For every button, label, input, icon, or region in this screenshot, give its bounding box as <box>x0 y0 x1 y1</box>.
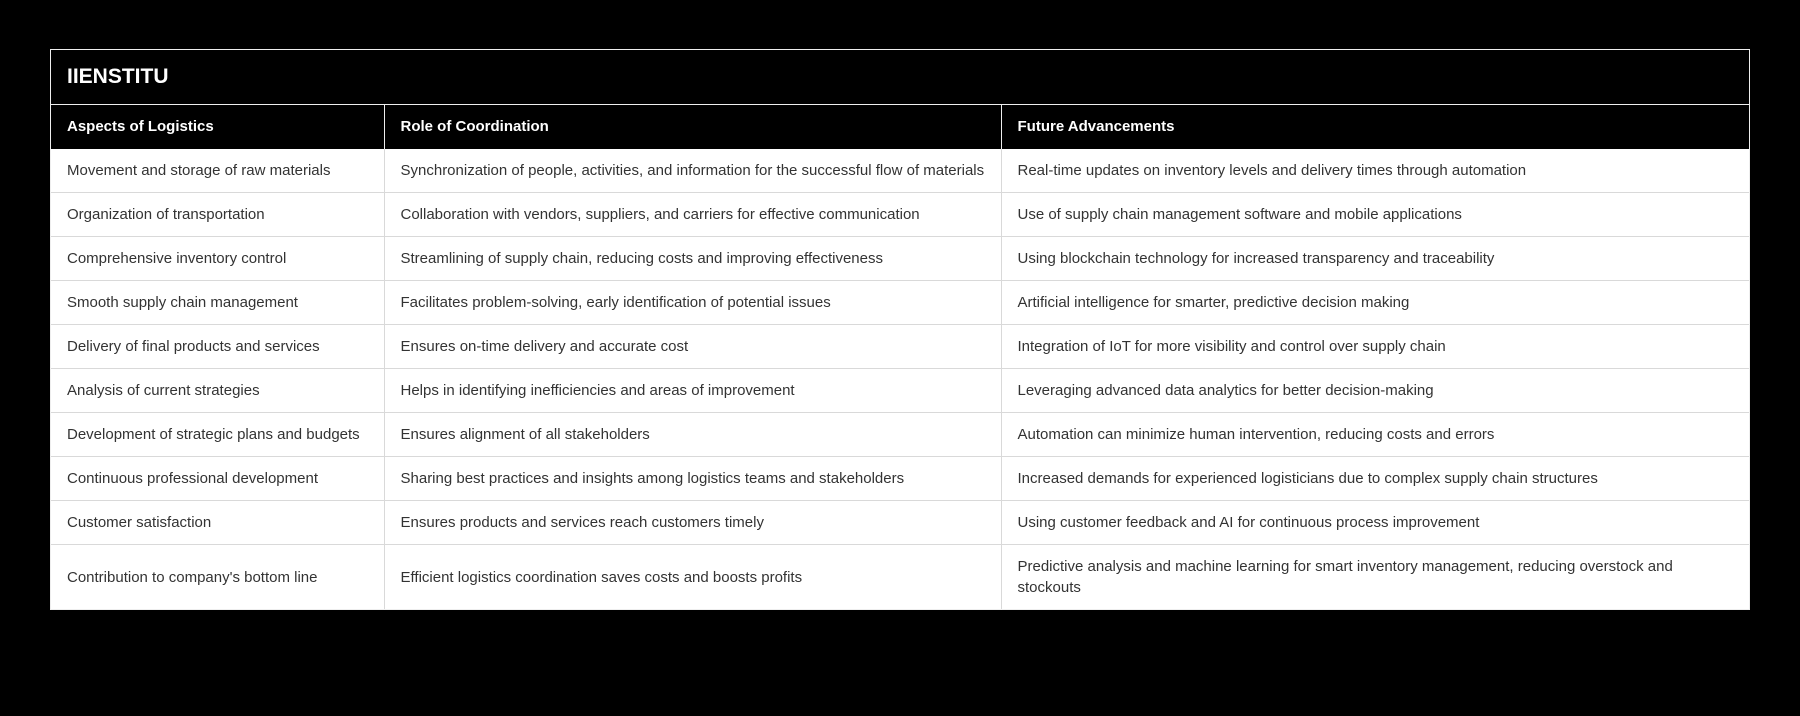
table-row <box>51 193 1749 237</box>
table-cell: Efficient logistics coordination saves costs and boosts profits <box>384 545 1001 610</box>
table-row <box>51 457 1749 501</box>
table-cell: Increased demands for experienced logisticians due to complex supply chain structures <box>1001 457 1749 501</box>
table-cell: Ensures on-time delivery and accurate cost <box>384 325 1001 369</box>
table-row <box>51 413 1749 457</box>
table-cell: Leveraging advanced data analytics for better decision-making <box>1001 369 1749 413</box>
table-cell: Customer satisfaction <box>51 501 384 545</box>
table-cell: Comprehensive inventory control <box>51 237 384 281</box>
column-header-future-advancements: Future Advancements <box>1001 105 1749 149</box>
table-row <box>51 501 1749 545</box>
table-cell: Streamlining of supply chain, reducing costs and improving effectiveness <box>384 237 1001 281</box>
table-row <box>51 325 1749 369</box>
table-cell: Ensures products and services reach customers timely <box>384 501 1001 545</box>
table-cell: Delivery of final products and services <box>51 325 384 369</box>
column-header-aspects-of-logistics: Aspects of Logistics <box>51 105 384 149</box>
table-cell: Ensures alignment of all stakeholders <box>384 413 1001 457</box>
table-cell: Synchronization of people, activities, and information for the successful flow of materials <box>384 149 1001 193</box>
table-title: IIENSTITU <box>51 50 1749 105</box>
table-cell: Real-time updates on inventory levels and delivery times through automation <box>1017 162 1527 179</box>
table-cell: Artificial intelligence for smarter, predictive decision making <box>1001 281 1749 325</box>
table-cell: Integration of IoT for more visibility and control over supply chain <box>1001 325 1749 369</box>
table-cell: Smooth supply chain management <box>51 281 384 325</box>
table-cell: Development of strategic plans and budgets <box>51 413 384 457</box>
table-cell: Continuous professional development <box>51 457 384 501</box>
table-cell: Facilitates problem-solving, early identification of potential issues <box>384 281 1001 325</box>
table-cell: Using blockchain technology for increased transparency and traceability <box>1001 237 1749 281</box>
column-header-role-of-coordination: Role of Coordination <box>384 105 1001 149</box>
logistics-coordination-table <box>51 105 1749 609</box>
table-cell: Contribution to company's bottom line <box>51 545 384 610</box>
table-cell: Collaboration with vendors, suppliers, and carriers for effective communication <box>384 193 1001 237</box>
table-cell: Use of supply chain management software and mobile applications <box>1001 193 1749 237</box>
table-cell: Automation can minimize human intervention, reducing costs and errors <box>1001 413 1749 457</box>
table-cell: Organization of transportation <box>51 193 384 237</box>
table-row <box>51 369 1749 413</box>
table-cell: Using customer feedback and AI for continuous process improvement <box>1001 501 1749 545</box>
table-cell: Sharing best practices and insights among logistics teams and stakeholders <box>384 457 1001 501</box>
table-row <box>51 149 1749 193</box>
table-row <box>51 545 1749 610</box>
table-body <box>51 149 1749 609</box>
table-cell: Helps in identifying inefficiencies and areas of improvement <box>384 369 1001 413</box>
logistics-table-card <box>50 49 1750 610</box>
table-cell: Predictive analysis and machine learning for smart inventory management, reducing overstock and stockouts <box>1001 545 1749 610</box>
table-row <box>51 237 1749 281</box>
header-row <box>51 105 1749 149</box>
table-cell: Analysis of current strategies <box>51 369 384 413</box>
table-cell: Movement and storage of raw materials <box>51 149 384 193</box>
table-row <box>51 281 1749 325</box>
